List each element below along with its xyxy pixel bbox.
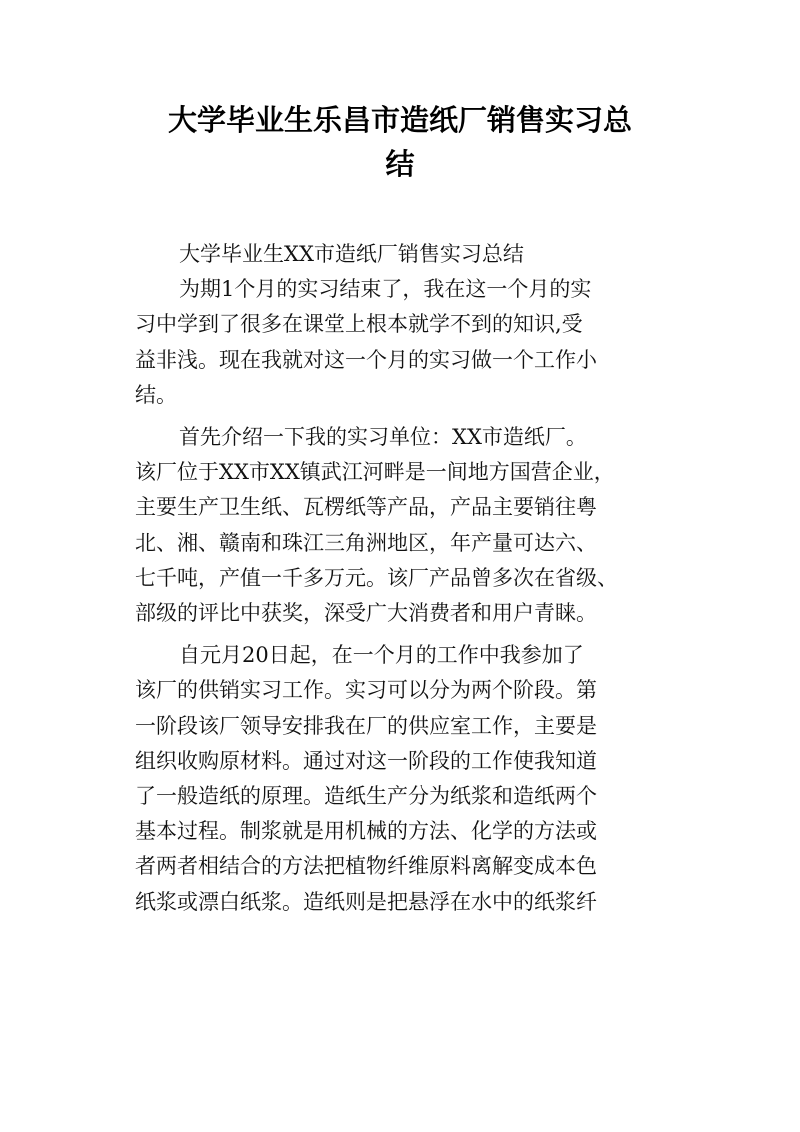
- text-line: 北、湘、赣南和珠江三角洲地区，年产量可达六、: [135, 530, 597, 555]
- text-line: 该厂的供销实习工作。实习可以分为两个阶段。第: [135, 678, 597, 703]
- text-line: 大学毕业生XX市造纸厂销售实习总结: [179, 242, 524, 266]
- document-title: [100, 98, 700, 186]
- text-line: 习中学到了很多在课堂上根本就学不到的知识,受: [135, 312, 583, 337]
- text-line: 纸浆或漂白纸浆。造纸则是把悬浮在水中的纸浆纤: [135, 889, 597, 914]
- text-line: 了一般造纸的原理。造纸生产分为纸浆和造纸两个: [135, 784, 597, 809]
- text-line: 益非浅。现在我就对这一个月的实习做一个工作小: [135, 347, 597, 372]
- text-line: 该厂位于XX市XX镇武江河畔是一间地方国营企业，: [135, 460, 615, 485]
- text-line: 主要生产卫生纸、瓦楞纸等产品，产品主要销往粤: [135, 495, 597, 520]
- text-line: 组织收购原材料。通过对这一阶段的工作使我知道: [135, 748, 597, 773]
- text-line: 一阶段该厂领导安排我在厂的供应室工作，主要是: [135, 713, 597, 738]
- text-line: 结。: [135, 382, 177, 407]
- title-line: 大学毕业生乐昌市造纸厂销售实习总: [167, 103, 632, 137]
- text-line: 部级的评比中获奖，深受广大消费者和用户青睐。: [135, 601, 597, 626]
- paragraph-subtitle: [135, 237, 675, 272]
- text-line: 自元月20日起，在一个月的工作中我参加了: [179, 643, 584, 668]
- text-line: 基本过程。制浆就是用机械的方法、化学的方法或: [135, 819, 597, 844]
- paragraph-internship: [135, 638, 675, 920]
- text-line: 首先介绍一下我的实习单位：XX市造纸厂。: [179, 425, 587, 450]
- paragraph-intro: [135, 272, 675, 413]
- paragraph-company: [135, 420, 675, 631]
- text-line: 为期1个月的实习结束了，我在这一个月的实: [179, 277, 592, 302]
- text-line: 者两者相结合的方法把植物纤维原料离解变成本色: [135, 854, 597, 879]
- title-line: 结: [385, 147, 415, 181]
- document-body: [135, 237, 675, 920]
- text-line: 七千吨，产值一千多万元。该厂产品曾多次在省级、: [135, 565, 618, 590]
